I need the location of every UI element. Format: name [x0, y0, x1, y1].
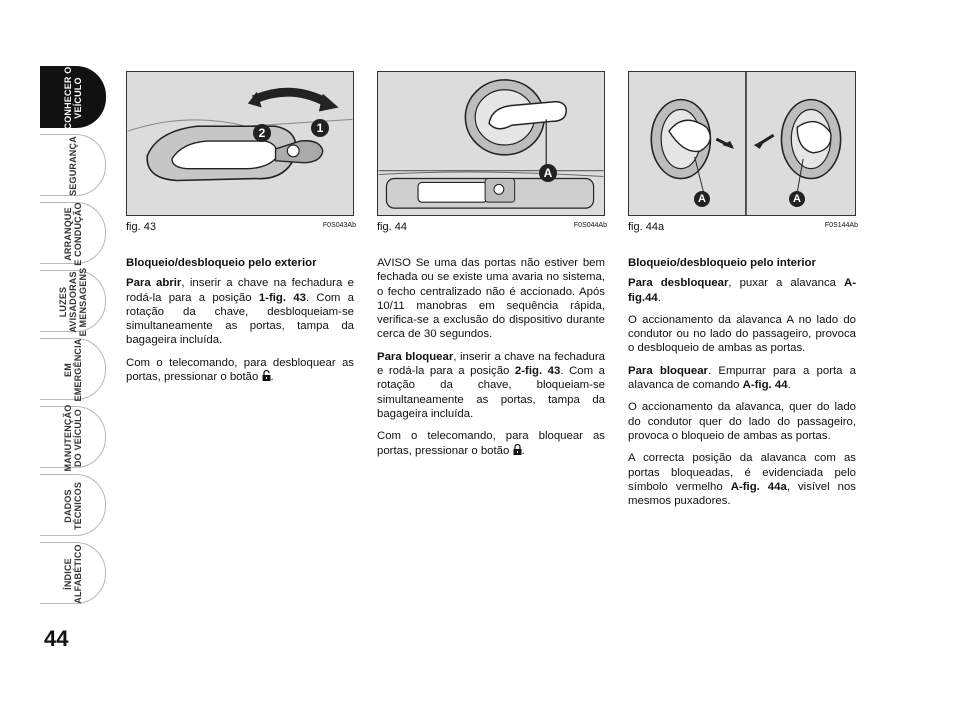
text: . Com a rotação da chave, desbloqueiam-se simultaneamente as portas, tampa da bagageira incluída.: [126, 291, 354, 347]
figure-code: F0S144Ab: [824, 222, 858, 229]
tab-luzes-avisadoras[interactable]: [40, 267, 106, 337]
tab-arranque-e-conducao[interactable]: [40, 202, 106, 264]
bold-lead: Para bloquear: [377, 350, 454, 363]
tab-manutencao-do-veiculo[interactable]: [40, 404, 106, 472]
tab-em-emergencia[interactable]: [40, 338, 106, 400]
marker-2-badge: 2: [253, 124, 271, 142]
paragraph-para-bloquear: [628, 364, 856, 393]
column-exterior-locking: [126, 256, 354, 392]
text: Com o telecomando, para bloquear as portas, pressionar o botão: [377, 430, 605, 457]
tab-indice-alfabetico[interactable]: [40, 542, 106, 604]
column-interior-locking: [628, 256, 856, 516]
bold-lead: Para desbloquear: [628, 277, 729, 290]
tab-label: SEGURANÇA: [68, 136, 78, 196]
bold-lead: Para bloquear: [628, 364, 708, 377]
text: , puxar a alavanca: [728, 277, 844, 290]
paragraph-telecomando-unlock: [126, 356, 354, 385]
marker-a-badge: A: [789, 191, 805, 207]
tab-conhecer-o-veiculo[interactable]: [40, 66, 106, 128]
figure-reference: A-fig. 44a: [730, 480, 787, 493]
paragraph-correcta-posicao: [628, 451, 856, 508]
figure-caption: fig. 44: [377, 221, 407, 233]
text: A correcta posição da alavanca com as portas bloqueadas, é evidenciada pelo símbolo vermelho: [628, 452, 856, 493]
figure-caption: fig. 43: [126, 221, 156, 233]
figure-code: F0S044Ab: [573, 222, 607, 229]
tab-label: ARRANQUE E CONDUÇÃO: [63, 202, 83, 266]
text: .: [270, 371, 274, 384]
paragraph-telecomando-lock: [377, 429, 605, 458]
tab-label: MANUTENÇÃO DO VEÍCULO: [63, 404, 83, 472]
paragraph-accionamento-unlock: O accionamento da alavanca A no lado do condutor ou no lado do passageiro, provoca o desbloqueio de ambas as portas.: [628, 313, 856, 355]
figure-44a-lever-positions: [628, 71, 856, 216]
section-heading: Bloqueio/desbloqueio pelo exterior: [126, 257, 317, 269]
column-warning-locking: [377, 256, 605, 466]
lock-icon: [513, 444, 522, 455]
marker-1-badge: 1: [311, 119, 329, 137]
figure-caption: fig. 44a: [628, 221, 665, 233]
figure-43-door-handle-key: [126, 71, 354, 216]
paragraph-aviso: AVISO Se uma das portas não estiver bem fechada ou se existe uma avaria no sistema, o fecho centralizado não é accionado. Após 10/11 manobras em sequência rápida, verifica-se a exclusão do dispositivo durante cerca de 30 segundos.: [377, 257, 605, 341]
interior-lever-illustration: [378, 72, 604, 215]
text: .: [787, 379, 791, 392]
tab-seguranca[interactable]: [40, 134, 106, 196]
figure-reference: A-fig.44: [628, 277, 857, 304]
tab-label: EM EMERGÊNCIA: [63, 338, 83, 402]
text: . Empurrar para a porta a alavanca de comando: [628, 364, 857, 392]
section-heading: Bloqueio/desbloqueio pelo interior: [628, 257, 816, 269]
marker-a-badge: A: [694, 191, 710, 207]
paragraph-para-desbloquear: [628, 276, 856, 305]
paragraph-para-abrir: [126, 276, 354, 347]
text: , visível nos mesmos puxadores.: [628, 480, 856, 508]
figure-reference: 1-fig. 43: [258, 291, 306, 304]
figure-44-interior-lever: [377, 71, 605, 216]
unlock-icon: [262, 370, 271, 381]
marker-a-badge: A: [539, 164, 557, 182]
text: . Com a rotação da chave, bloqueiam-se simultaneamente as portas, tampa da bagageira incluída.: [377, 365, 605, 420]
figure-code: F0S043Ab: [322, 222, 356, 229]
text: , inserir a chave na fechadura e rodá-la para a posição: [377, 350, 605, 378]
tab-label: ÍNDICE ALFABÉTICO: [63, 544, 83, 604]
text: .: [521, 444, 525, 457]
lever-positions-illustration: [629, 72, 855, 215]
door-key-illustration: [127, 72, 353, 215]
page-number: 44: [44, 626, 69, 651]
tab-label: LUZES AVISADORAS E MENSAGENS: [58, 267, 88, 337]
bold-lead: Para abrir: [126, 277, 182, 290]
text: .: [657, 291, 661, 304]
text: , inserir a chave na fechadura e rodá-la para a posição: [126, 277, 354, 304]
tab-dados-tecnicos[interactable]: [40, 474, 106, 536]
paragraph-accionamento-lock: O accionamento da alavanca, quer do lado do condutor quer do lado do passageiro, provoca o bloqueio de ambas as portas.: [628, 401, 856, 442]
tab-label: CONHECER O VEÍCULO: [63, 66, 83, 130]
tab-label: DADOS TÉCNICOS: [63, 481, 83, 531]
figure-reference: 2-fig. 43: [514, 365, 561, 378]
figure-reference: A-fig. 44: [742, 379, 788, 392]
paragraph-para-bloquear: [377, 350, 605, 421]
text: Com o telecomando, para desbloquear as portas, pressionar o botão: [126, 356, 354, 384]
